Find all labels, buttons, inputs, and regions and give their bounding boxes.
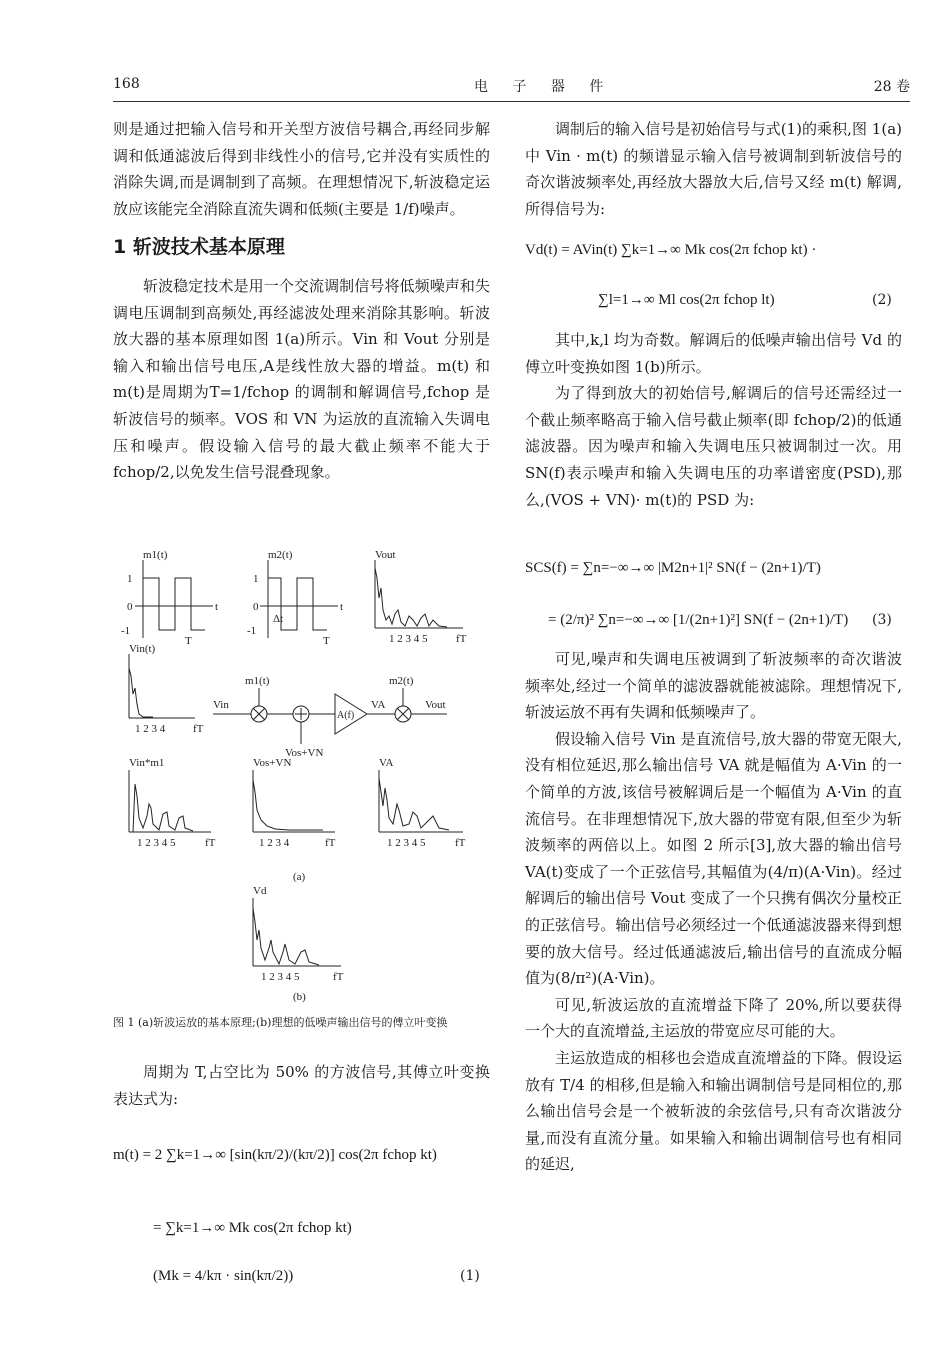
vosvn-label: Vos+VN <box>253 757 292 769</box>
right-paragraph-3: 为了得到放大的初始信号,解调后的信号还需经过一个截止频率略高于输入信号截止频率(即 fchop/2)的低通滤波器。因为噪声和输入失调电压只被调制过一次。用 SN(f)表示噪声和输入失调电压的功率谱密度(PSD),那么,(VOS + VN)· m(t)的 PSD 为: <box>525 384 902 509</box>
block-vosvn: Vos+VN <box>285 747 324 759</box>
equation-3-line-1: SCS(f) = ∑n=−∞→∞ |M2n+1|² SN(f − (2n+1)/T) <box>525 560 821 576</box>
vinm1-label: Vin*m1 <box>129 757 165 769</box>
equation-1-number: (1) <box>460 1268 480 1284</box>
plot-m2 <box>247 549 343 647</box>
figure-label-b: (b) <box>293 991 306 1003</box>
vinm1-harmonics: 1 2 3 4 5 <box>137 837 176 849</box>
tick-dt: Δt <box>273 613 284 625</box>
block-vin: Vin <box>213 699 229 711</box>
volume-label: 28 卷 <box>873 79 910 95</box>
equation-1-line-2: = ∑k=1→∞ Mk cos(2π fchop kt) <box>153 1220 352 1236</box>
m2-tick-1: 1 <box>253 573 259 585</box>
left-column <box>113 116 490 486</box>
header-rule <box>113 101 910 102</box>
block-diagram <box>213 675 447 759</box>
vd-label: Vd <box>253 885 267 897</box>
equation-3-number: (3) <box>872 612 892 628</box>
plot-va <box>379 757 466 849</box>
tick-m1: -1 <box>121 625 131 637</box>
tick-0: 0 <box>127 601 133 613</box>
equation-1-line-3: (Mk = 4/kπ · sin(kπ/2)) <box>153 1268 294 1284</box>
vosvn-harmonics: 1 2 3 4 <box>259 837 290 849</box>
block-va: VA <box>371 699 386 711</box>
right-paragraph-7: 主运放造成的相移也会造成直流增益的下降。假设运放有 T/4 的相移,但是输入和输出调制信号是同相位的,那么输出信号会是一个被斩波的余弦信号,只有奇次谐波分量,而没有直流分量。如果输入和输出调制信号也有相同的延迟, <box>525 1048 902 1174</box>
plot-vd <box>253 885 344 983</box>
vd-axis-ft: fT <box>333 971 344 983</box>
equation-2-number: (2) <box>872 292 892 308</box>
right-paragraph-2: 其中,k,l 均为奇数。解调后的低噪声输出信号 Vd 的傅立叶变换如图 1(b)所示。 <box>525 331 902 376</box>
vin-harmonics: 1 2 3 4 <box>135 723 166 735</box>
figure-1 <box>113 548 490 1008</box>
vinm1-axis-ft: fT <box>205 837 216 849</box>
plot-vout <box>375 549 467 645</box>
va-label: VA <box>379 757 394 769</box>
right-paragraph-1: 调制后的输入信号是初始信号与式(1)的乘积,图 1(a) 中 Vin · m(t) 的频谱显示输入信号被调制到斩波信号的奇次谐波频率处,再经放大器放大后,信号又经 m(t) 解调,所得信号为: <box>525 120 902 218</box>
right-column-top <box>525 116 902 222</box>
m2-tick-T: T <box>323 635 330 647</box>
vout-axis-ft: fT <box>456 633 467 645</box>
plot-vin-m1 <box>129 757 216 849</box>
vout-harmonics: 1 2 3 4 5 <box>389 633 428 645</box>
m2-tick-0: 0 <box>253 601 259 613</box>
journal-title: 电 子 器 件 <box>474 79 614 95</box>
right-paragraph-5: 假设输入信号 Vin 是直流信号,放大器的带宽无限大,没有相位延迟,那么输出信号 VA 就是幅值为 A·Vin 的一个简单的方波,该信号被解调后是一个幅值为 A·Vin 的直流信号。在非理想情况下,放大器的带宽有限,但至少为斩波频率的两倍以上。如图 2 所示[3],放大器的输出信号 VA(t)变成了一个正弦信号,其幅值为(4/π)(A·Vin)。经过解调后的输出信号 Vout 变成了一个只携有偶次分量校正的正弦信号。输出信号必须经过一个低通滤波器来得到想要的放大信号。经过低通滤波后,输出信号的直流成分幅值为(8/π²)(A·Vin)。 <box>525 729 902 988</box>
figure-label-a: (a) <box>293 871 306 883</box>
equation-1-line-1: m(t) = 2 ∑k=1→∞ [sin(kπ/2)/(kπ/2)] cos(2π fchop kt) <box>113 1147 437 1163</box>
equation-2-line-2: ∑l=1→∞ Ml cos(2π fchop lt) <box>598 292 775 308</box>
va-axis-ft: fT <box>455 837 466 849</box>
left-paragraph-3: 周期为 T,占空比为 50% 的方波信号,其傅立叶变换表达式为: <box>113 1063 490 1108</box>
equation-2-line-1: Vd(t) = AVin(t) ∑k=1→∞ Mk cos(2π fchop kt) · <box>525 242 817 258</box>
m2-label: m2(t) <box>268 549 293 561</box>
left-paragraph-1: 则是通过把输入信号和开关型方波信号耦合,再经同步解调和低通滤波后得到非线性小的信号,它并没有实质性的消除失调,而是调制到了高频。在理想情况下,斩波稳定运放应该能完全消除直流失调和低频(主要是 1/f)噪声。 <box>113 120 490 218</box>
page-number: 168 <box>113 76 140 92</box>
equation-3-line-2: = (2/π)² ∑n=−∞→∞ [1/(2n+1)²] SN(f − (2n+1)/T) <box>548 612 849 628</box>
section-heading: 1 斩波技术基本原理 <box>113 236 285 259</box>
figure-caption: 图 1 (a)斩波运放的基本原理;(b)理想的低噪声输出信号的傅立叶变换 <box>113 1016 448 1029</box>
va-harmonics: 1 2 3 4 5 <box>387 837 426 849</box>
plot-vin <box>129 643 204 735</box>
vd-harmonics: 1 2 3 4 5 <box>261 971 300 983</box>
vosvn-axis-ft: fT <box>325 837 336 849</box>
vin-axis-ft: fT <box>193 723 204 735</box>
block-m2: m2(t) <box>389 675 414 687</box>
vout-label: Vout <box>375 549 396 561</box>
tick-T: T <box>185 635 192 647</box>
block-vout: Vout <box>425 699 446 711</box>
block-amp: A(f) <box>337 710 355 721</box>
plot-m1 <box>121 549 218 647</box>
m2-axis-t: t <box>340 601 344 613</box>
axis-t: t <box>215 601 219 613</box>
tick-1: 1 <box>127 573 133 585</box>
right-paragraph-6: 可见,斩波运放的直流增益下降了 20%,所以要获得一个大的直流增益,主运放的带宽应尽可能的大。 <box>525 995 902 1041</box>
block-m1: m1(t) <box>245 675 270 687</box>
right-column-bottom <box>525 646 902 1178</box>
vin-label: Vin(t) <box>129 643 156 655</box>
m2-tick-m1: -1 <box>247 625 257 637</box>
left-paragraph-2: 斩波稳定技术是用一个交流调制信号将低频噪声和失调电压调制到高频处,再经滤波处理来消除其影响。斩波放大器的基本原理如图 1(a)所示。Vin 和 Vout 分别是输入和输出信号电压,A是线性放大器的增益。m(t) 和 m(t)是周期为T=1/fchop 的调制和解调信号,fchop 是斩波信号的频率。VOS 和 VN 为运放的直流输入失调电压和噪声。假设输入信号的最大截止频率不能大于 fchop/2,以免发生信号混叠现象。 <box>113 276 490 482</box>
right-paragraph-4: 可见,噪声和失调电压被调到了斩波频率的奇次谐波频率处,经过一个简单的滤波器就能被滤除。理想情况下,斩波运放不再有失调和低频噪声了。 <box>525 650 902 722</box>
left-column-lower <box>113 1059 490 1112</box>
m1-label: m1(t) <box>143 549 168 561</box>
right-column-mid <box>525 327 902 513</box>
plot-vos-vn <box>253 757 336 849</box>
